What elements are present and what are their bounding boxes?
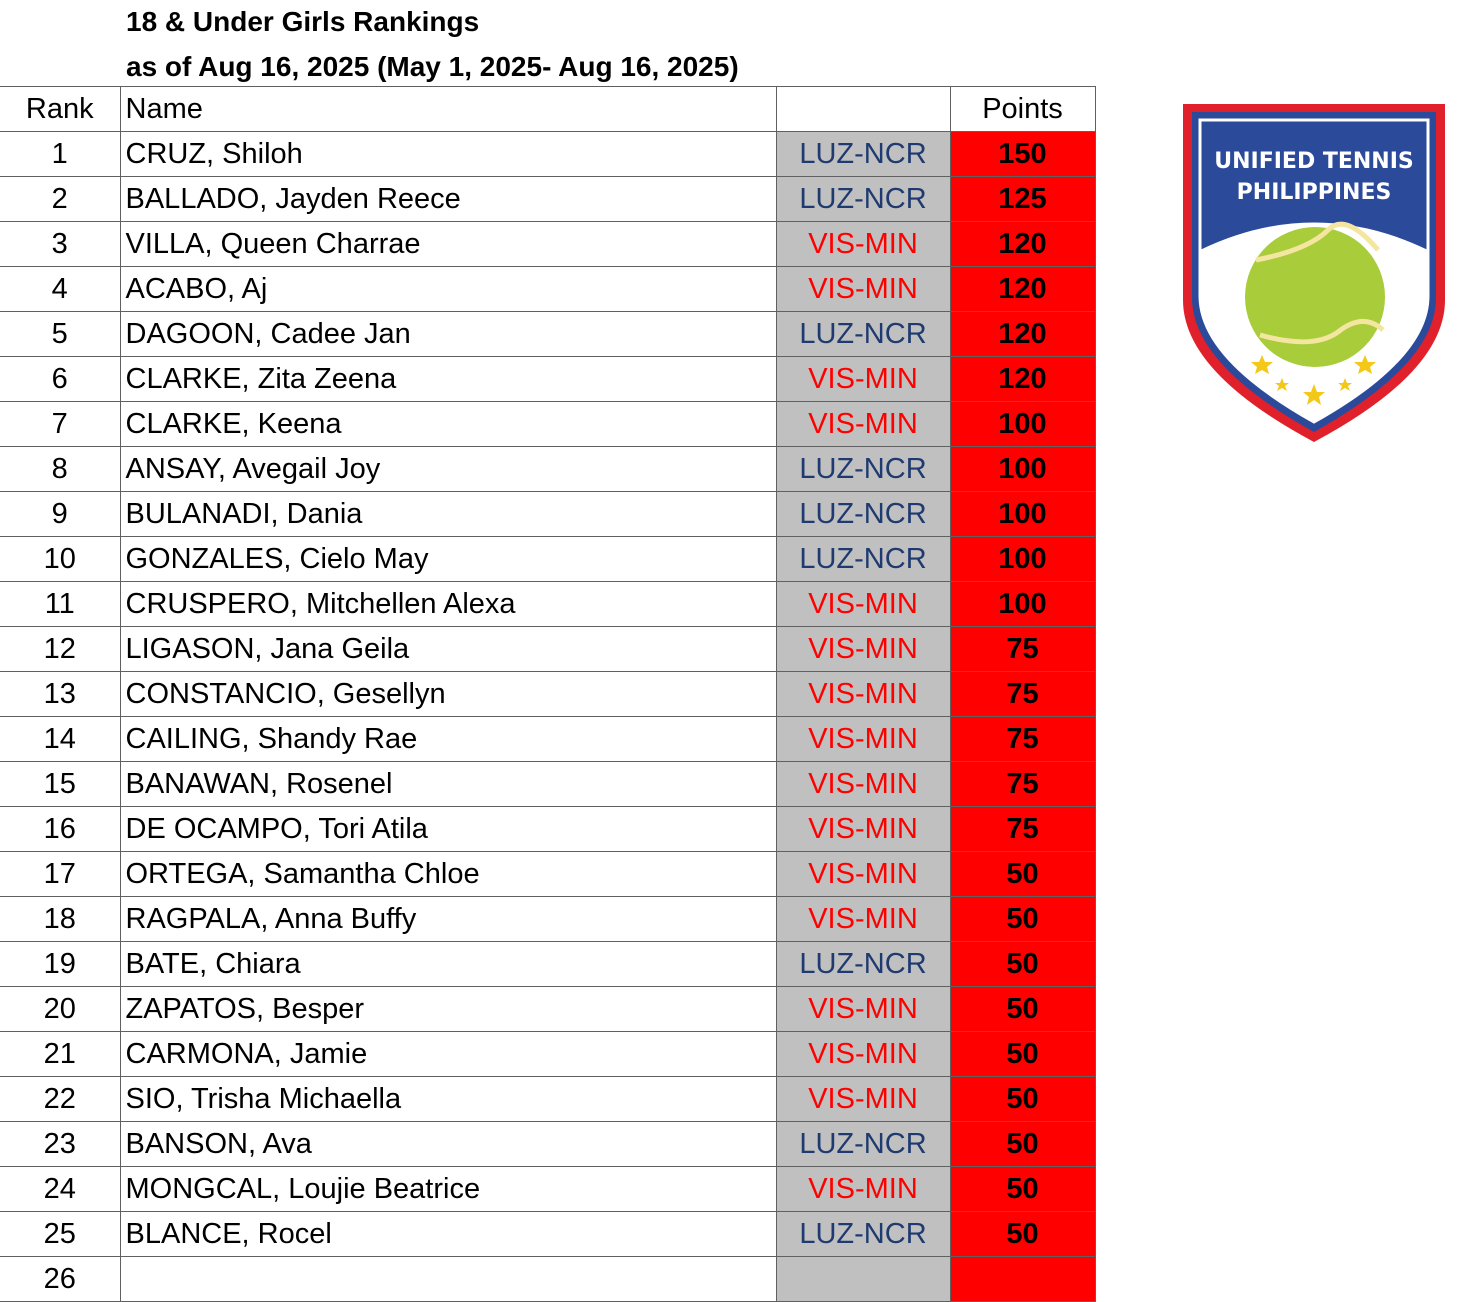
name-cell: ANSAY, Avegail Joy [120,447,776,492]
region-cell: LUZ-NCR [776,537,950,582]
points-cell: 100 [950,582,1095,627]
name-cell: MONGCAL, Loujie Beatrice [120,1167,776,1212]
rank-cell: 8 [0,447,120,492]
table-header-row [0,87,1095,132]
region-cell: VIS-MIN [776,267,950,312]
points-cell: 75 [950,807,1095,852]
rank-cell: 3 [0,222,120,267]
region-cell: VIS-MIN [776,987,950,1032]
rank-cell: 7 [0,402,120,447]
region-cell: LUZ-NCR [776,942,950,987]
points-cell [950,1257,1095,1302]
points-cell: 125 [950,177,1095,222]
rank-cell: 21 [0,1032,120,1077]
rank-cell: 15 [0,762,120,807]
rank-cell: 24 [0,1167,120,1212]
name-cell [120,1257,776,1302]
name-cell: BALLADO, Jayden Reece [120,177,776,222]
region-cell: VIS-MIN [776,627,950,672]
region-cell: LUZ-NCR [776,312,950,357]
name-cell: SIO, Trisha Michaella [120,1077,776,1122]
rank-cell: 16 [0,807,120,852]
points-cell: 75 [950,627,1095,672]
points-cell: 75 [950,717,1095,762]
region-cell: VIS-MIN [776,1077,950,1122]
points-cell: 50 [950,1167,1095,1212]
name-cell: CRUSPERO, Mitchellen Alexa [120,582,776,627]
rank-cell: 2 [0,177,120,222]
region-cell: LUZ-NCR [776,132,950,177]
table-row [0,762,1095,807]
table-row [0,942,1095,987]
region-cell: LUZ-NCR [776,447,950,492]
name-cell: ORTEGA, Samantha Chloe [120,852,776,897]
table-row [0,1212,1095,1257]
page-subtitle: as of Aug 16, 2025 (May 1, 2025- Aug 16, 2025) [126,51,739,82]
region-cell: LUZ-NCR [776,492,950,537]
region-cell: VIS-MIN [776,582,950,627]
name-cell: ZAPATOS, Besper [120,987,776,1032]
rank-cell: 5 [0,312,120,357]
name-cell: DE OCAMPO, Tori Atila [120,807,776,852]
points-cell: 50 [950,897,1095,942]
rank-cell: 13 [0,672,120,717]
table-row [0,1122,1095,1167]
points-cell: 100 [950,447,1095,492]
rank-cell: 9 [0,492,120,537]
unified-tennis-philippines-logo [1178,100,1450,445]
header-name: Name [120,87,776,132]
region-cell: LUZ-NCR [776,1122,950,1167]
rank-cell: 23 [0,1122,120,1167]
points-cell: 100 [950,537,1095,582]
table-row [0,717,1095,762]
points-cell: 75 [950,672,1095,717]
table-row [0,132,1095,177]
rank-cell: 22 [0,1077,120,1122]
logo-text-line1: UNIFIED TENNIS [1214,149,1414,174]
points-cell: 50 [950,942,1095,987]
region-cell: VIS-MIN [776,357,950,402]
name-cell: BATE, Chiara [120,942,776,987]
points-cell: 150 [950,132,1095,177]
points-cell: 50 [950,1122,1095,1167]
table-row [0,807,1095,852]
table-row [0,672,1095,717]
region-cell: VIS-MIN [776,1167,950,1212]
points-cell: 50 [950,1077,1095,1122]
name-cell: RAGPALA, Anna Buffy [120,897,776,942]
region-cell: LUZ-NCR [776,177,950,222]
table-row [0,267,1095,312]
region-cell: VIS-MIN [776,222,950,267]
region-cell: VIS-MIN [776,807,950,852]
table-row [0,627,1095,672]
rank-cell: 20 [0,987,120,1032]
points-cell: 100 [950,402,1095,447]
points-cell: 50 [950,852,1095,897]
points-cell: 120 [950,267,1095,312]
points-cell: 120 [950,222,1095,267]
name-cell: BULANADI, Dania [120,492,776,537]
table-row [0,897,1095,942]
points-cell: 50 [950,987,1095,1032]
table-row [0,177,1095,222]
table-row [0,582,1095,627]
name-cell: CONSTANCIO, Gesellyn [120,672,776,717]
rank-cell: 10 [0,537,120,582]
region-cell: LUZ-NCR [776,1212,950,1257]
name-cell: CAILING, Shandy Rae [120,717,776,762]
name-cell: VILLA, Queen Charrae [120,222,776,267]
rank-cell: 14 [0,717,120,762]
header-rank: Rank [0,87,120,132]
table-row [0,1032,1095,1077]
rank-cell: 17 [0,852,120,897]
region-cell: VIS-MIN [776,762,950,807]
rank-cell: 1 [0,132,120,177]
table-row [0,1167,1095,1212]
region-cell: VIS-MIN [776,852,950,897]
name-cell: LIGASON, Jana Geila [120,627,776,672]
name-cell: BANSON, Ava [120,1122,776,1167]
name-cell: CLARKE, Keena [120,402,776,447]
page-title: 18 & Under Girls Rankings [126,6,480,37]
points-cell: 120 [950,312,1095,357]
region-cell: VIS-MIN [776,897,950,942]
points-cell: 50 [950,1212,1095,1257]
name-cell: DAGOON, Cadee Jan [120,312,776,357]
points-cell: 75 [950,762,1095,807]
table-row [0,357,1095,402]
rank-cell: 11 [0,582,120,627]
table-row [0,1077,1095,1122]
region-cell: VIS-MIN [776,672,950,717]
table-row [0,987,1095,1032]
name-cell: BANAWAN, Rosenel [120,762,776,807]
table-row [0,447,1095,492]
rankings-table [0,86,1096,1302]
region-cell: VIS-MIN [776,717,950,762]
rank-cell: 4 [0,267,120,312]
table-row [0,222,1095,267]
rank-cell: 6 [0,357,120,402]
header-region [776,87,950,132]
region-cell: VIS-MIN [776,1032,950,1077]
name-cell: CLARKE, Zita Zeena [120,357,776,402]
rank-cell: 25 [0,1212,120,1257]
table-row [0,402,1095,447]
rank-cell: 26 [0,1257,120,1302]
table-row [0,537,1095,582]
region-cell [776,1257,950,1302]
name-cell: CARMONA, Jamie [120,1032,776,1077]
table-row [0,492,1095,537]
region-cell: VIS-MIN [776,402,950,447]
table-row [0,312,1095,357]
name-cell: GONZALES, Cielo May [120,537,776,582]
points-cell: 100 [950,492,1095,537]
name-cell: ACABO, Aj [120,267,776,312]
rank-cell: 12 [0,627,120,672]
table-row [0,852,1095,897]
logo-text-line2: PHILIPPINES [1236,180,1392,205]
name-cell: BLANCE, Rocel [120,1212,776,1257]
points-cell: 50 [950,1032,1095,1077]
rank-cell: 19 [0,942,120,987]
rank-cell: 18 [0,897,120,942]
name-cell: CRUZ, Shiloh [120,132,776,177]
header-points: Points [950,87,1095,132]
table-row [0,1257,1095,1302]
points-cell: 120 [950,357,1095,402]
